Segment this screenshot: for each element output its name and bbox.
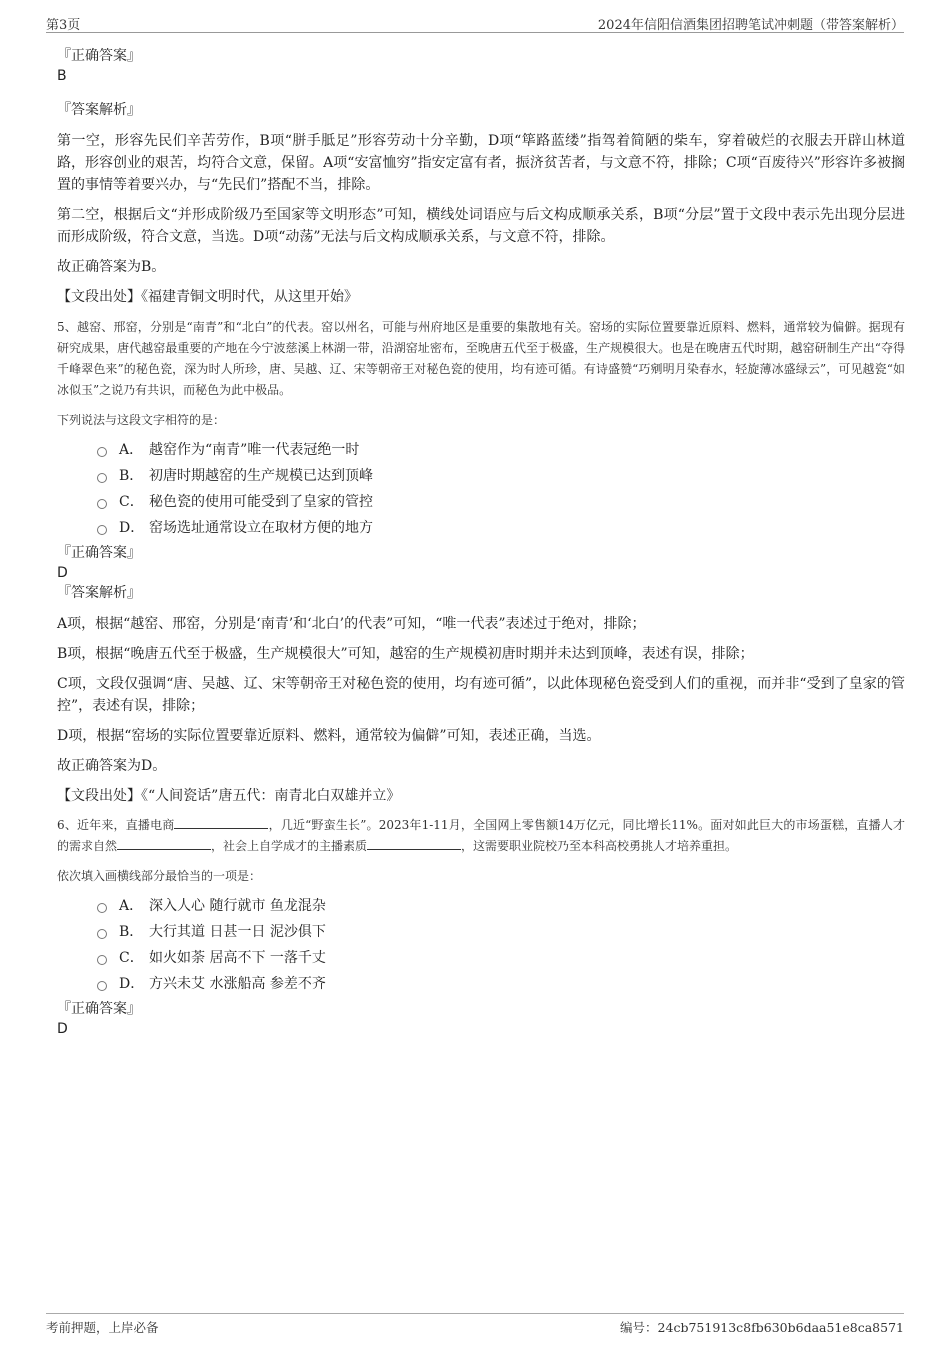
analysis-item-c: C项，文段仅强调“唐、吴越、辽、宋等朝帝王对秘色瓷的使用，均有迹可循”，以此体现秘色瓷受到人们的重视，而并非“受到了皇家的管控”，表述有误，排除； [57, 676, 905, 714]
option-list [57, 437, 905, 541]
analysis-paragraph: 第二空，根据后文“并形成阶级乃至国家等文明形态”可知，横线处词语应与后文构成顺承关系，B项“分层”置于文段中表示先出现分层进而形成阶级，符合文意，当选。D项“动荡”无法与后文构成顺承关系，与文意不符，排除。 [57, 207, 905, 245]
radio-icon[interactable] [97, 473, 107, 483]
analysis-conclusion: 故正确答案为D。 [57, 758, 167, 774]
analysis-item-d: D项，根据“窑场的实际位置要靠近原料、燃料，通常较为偏僻”可知，表述正确，当选。 [57, 728, 601, 744]
page-header [46, 14, 904, 33]
analysis-item-b: B项，根据“晚唐五代至于极盛，生产规模很大”可知，越窑的生产规模初唐时期并未达到顶峰，表述有误，排除； [57, 646, 754, 662]
radio-icon[interactable] [97, 955, 107, 965]
fill-blank [174, 816, 268, 829]
answer-value: D [57, 565, 68, 581]
answer-label: 『正确答案』 [57, 545, 141, 561]
analysis-item-a: A项，根据“越窑、邢窑，分别是‘南青’和‘北白’的代表”可知，“唯一代表”表述过于绝对，排除； [57, 616, 646, 632]
source-citation: 【文段出处】《“人间瓷话”唐五代：南青北白双雄并立》 [57, 788, 401, 804]
option-b[interactable]: B． 初唐时期越窑的生产规模已达到顶峰 [57, 463, 905, 489]
question-prompt: 依次填入画横线部分最恰当的一项是： [57, 869, 262, 883]
option-list [57, 893, 905, 997]
option-b[interactable]: B． 大行其道 日甚一日 泥沙俱下 [57, 919, 905, 945]
answer-value: B [57, 68, 67, 84]
fill-blank [367, 837, 461, 850]
document-title: 2024年信阳信酒集团招聘笔试冲刺题（带答案解析） [597, 18, 904, 33]
option-c[interactable]: C． 秘色瓷的使用可能受到了皇家的管控 [57, 489, 905, 515]
question-stem: 6、近年来，直播电商 ，几近“野蛮生长”。2023年1-11月，全国网上零售额14万亿元，同比增长11%。面对如此巨大的市场蛋糕，直播人才的需求自然 ，社会上自学成才的主播素质 ，这需要职业院校乃至本科高校勇挑人才培养重担。 [57, 818, 906, 853]
radio-icon[interactable] [97, 929, 107, 939]
analysis-conclusion: 故正确答案为B。 [57, 259, 166, 275]
answer-label: 『正确答案』 [57, 48, 141, 64]
option-c[interactable]: C． 如火如荼 居高不下 一落千丈 [57, 945, 905, 971]
document-body [57, 46, 905, 1039]
radio-icon[interactable] [97, 981, 107, 991]
footer-slogan: 考前押题，上岸必备 [46, 1320, 159, 1335]
question-stem: 5、越窑、邢窑，分别是“南青”和“北白”的代表。窑以州名，可能与州府地区是重要的集散地有关。窑场的实际位置要靠近原料、燃料，通常较为偏僻。据现有研究成果，唐代越窑最重要的产地在今宁波慈溪上林湖一带，沿湖窑址密布，至晚唐五代至于极盛，生产规模很大。也是在晚唐五代时期，越窑研制生产出“夺得千峰翠色来”的秘色瓷，深为时人所珍，唐、吴越、辽、宋等朝帝王对秘色瓷的使用，均有迹可循。有诗盛赞“巧剜明月染春水，轻旋薄冰盛绿云”，可见越瓷“如冰似玉”之说乃有共识，而秘色为此中极品。 [57, 320, 905, 397]
analysis-paragraph: 第一空，形容先民们辛苦劳作，B项“胼手胝足”形容劳动十分辛勤，D项“筚路蓝缕”指驾着简陋的柴车，穿着破烂的衣服去开辟山林道路，形容创业的艰苦，均符合文意，保留。A项“安富恤穷”指安定富有者，振济贫苦者，与文意不符，排除；C项“百废待兴”形容许多被搁置的事情等着要兴办，与“先民们”搭配不当，排除。 [57, 133, 905, 193]
analysis-label: 『答案解析』 [57, 102, 141, 118]
page-footer [46, 1313, 904, 1337]
source-citation: 【文段出处】《福建青铜文明时代，从这里开始》 [57, 289, 358, 305]
fill-blank [117, 837, 211, 850]
option-d[interactable]: D． 窑场选址通常设立在取材方便的地方 [57, 515, 905, 541]
option-d[interactable]: D． 方兴未艾 水涨船高 参差不齐 [57, 971, 905, 997]
answer-label: 『正确答案』 [57, 1001, 141, 1017]
radio-icon[interactable] [97, 499, 107, 509]
document-id: 编号：24cb751913c8fb630b6daa51e8ca8571 [620, 1320, 904, 1335]
question-prompt: 下列说法与这段文字相符的是： [57, 413, 226, 427]
analysis-label: 『答案解析』 [57, 585, 141, 601]
radio-icon[interactable] [97, 447, 107, 457]
option-a[interactable]: A． 深入人心 随行就市 鱼龙混杂 [57, 893, 905, 919]
radio-icon[interactable] [97, 903, 107, 913]
option-a[interactable]: A． 越窑作为“南青”唯一代表冠绝一时 [57, 437, 905, 463]
radio-icon[interactable] [97, 525, 107, 535]
page-number: 第3页 [46, 18, 81, 33]
answer-value: D [57, 1021, 68, 1037]
